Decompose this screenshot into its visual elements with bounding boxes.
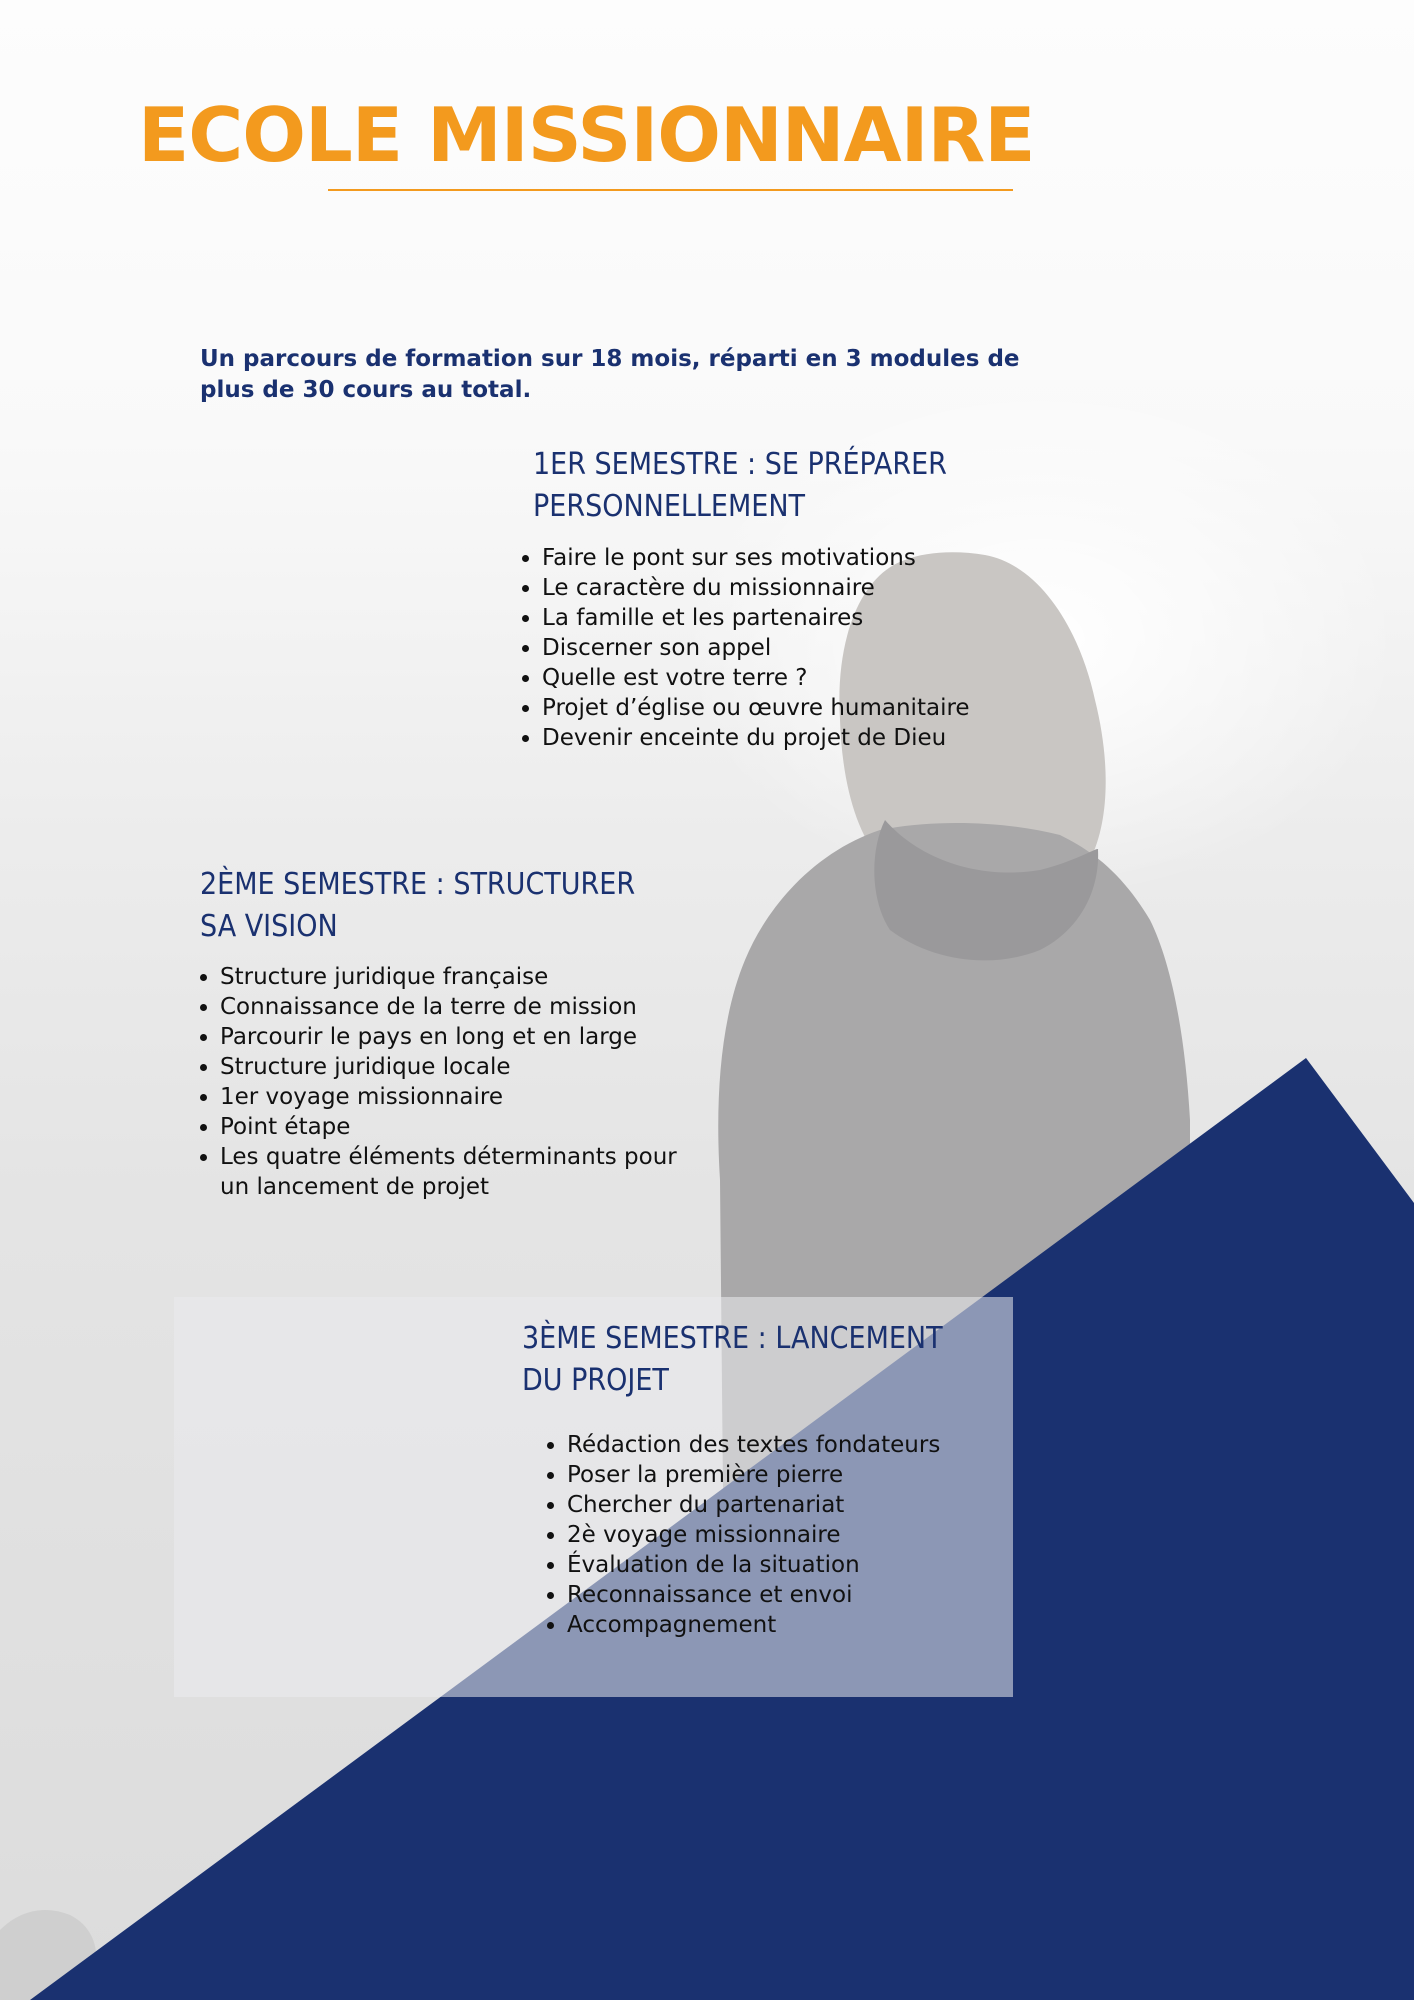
list-item: • Reconnaissance et envoi <box>567 1580 1007 1610</box>
intro-text: Un parcours de formation sur 18 mois, réparti en 3 modules de plus de 30 cours au total. <box>200 346 1020 403</box>
list-item: • La famille et les partenaires <box>542 603 1022 633</box>
list-item: • 2è voyage missionnaire <box>567 1520 1007 1550</box>
list-item: • Point étape <box>220 1112 710 1142</box>
list-item: • Chercher du partenariat <box>567 1490 1007 1520</box>
semester-2-list <box>200 962 710 1202</box>
list-item: • Quelle est votre terre ? <box>542 663 1022 693</box>
semester-1-title-line2: PERSONNELLEMENT <box>533 489 805 524</box>
list-item: • Parcourir le pays en long et en large <box>220 1022 710 1052</box>
list-item: • Accompagnement <box>567 1610 1007 1640</box>
list-item: • 1er voyage missionnaire <box>220 1082 710 1112</box>
list-item: • Rédaction des textes fondateurs <box>567 1430 1007 1460</box>
semester-2-title-line2: SA VISION <box>200 909 338 944</box>
list-item: • Devenir enceinte du projet de Dieu <box>542 723 1022 753</box>
title-underline <box>328 189 1013 191</box>
semester-3-title-line1: 3ÈME SEMESTRE : LANCEMENT <box>522 1321 943 1356</box>
semester-1-list <box>522 543 1022 753</box>
semester-1-title <box>533 444 947 528</box>
semester-2-title-line1: 2ÈME SEMESTRE : STRUCTURER <box>200 867 636 902</box>
list-item: • Évaluation de la situation <box>567 1550 1007 1580</box>
semester-1-title-line1: 1ER SEMESTRE : SE PRÉPARER <box>533 447 947 482</box>
list-item: • Discerner son appel <box>542 633 1022 663</box>
list-item: • Poser la première pierre <box>567 1460 1007 1490</box>
semester-3-list <box>547 1430 1007 1640</box>
list-item: • Projet d’église ou œuvre humanitaire <box>542 693 1022 723</box>
list-item: • Connaissance de la terre de mission <box>220 992 710 1022</box>
page-title: ECOLE MISSIONNAIRE <box>138 91 1035 179</box>
semester-2-title <box>200 864 635 948</box>
list-item: • Structure juridique locale <box>220 1052 710 1082</box>
list-item: • Structure juridique française <box>220 962 710 992</box>
list-item: • Faire le pont sur ses motivations <box>542 543 1022 573</box>
semester-3-title <box>522 1318 943 1402</box>
semester-3-title-line2: DU PROJET <box>522 1363 669 1398</box>
list-item: • Les quatre éléments déterminants pour un lancement de projet <box>220 1142 710 1202</box>
list-item: • Le caractère du missionnaire <box>542 573 1022 603</box>
